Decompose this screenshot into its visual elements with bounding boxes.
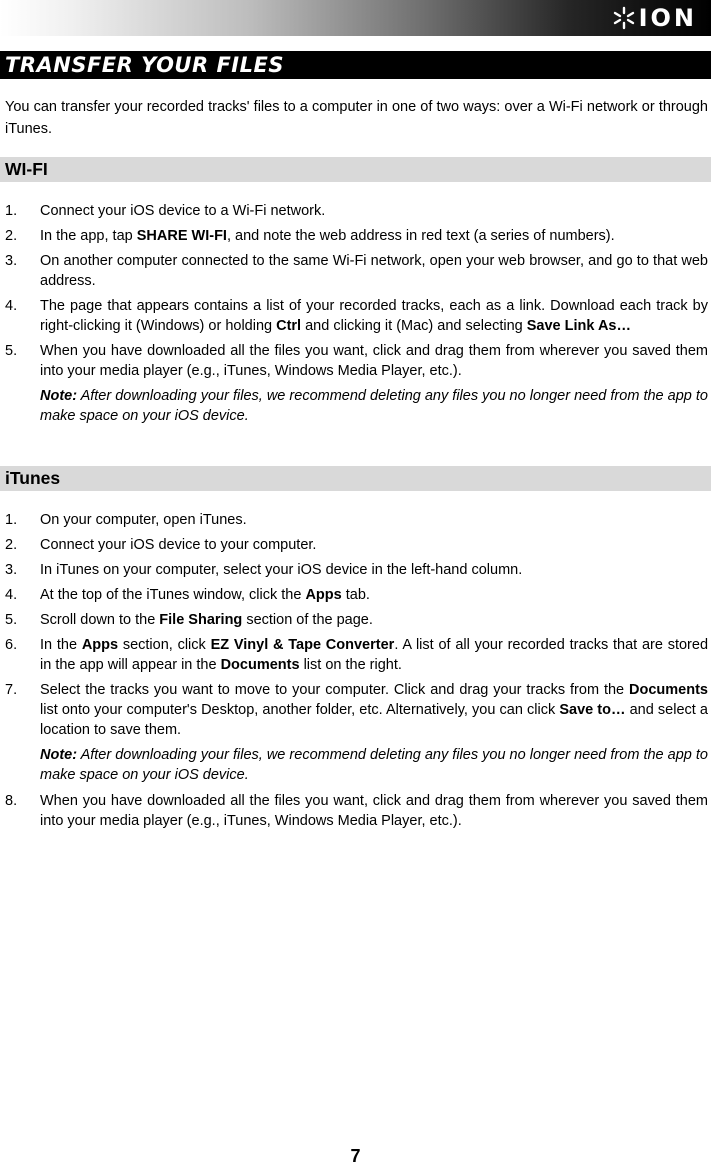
step-number: 5.	[5, 343, 18, 359]
title-bar	[0, 51, 711, 79]
ui-term: Ctrl	[276, 318, 302, 334]
ui-term: Apps	[305, 587, 342, 603]
ui-term: File Sharing	[159, 612, 243, 628]
list-item	[0, 296, 708, 336]
header-bar	[0, 0, 711, 36]
list-item	[0, 510, 708, 530]
step-number: 3.	[5, 562, 18, 578]
list-item	[0, 610, 708, 630]
step-number: 7.	[5, 682, 18, 698]
step-text: On another computer connected to the same Wi-Fi network, open your web browser, and go to that web address.	[40, 253, 708, 289]
step-number: 8.	[5, 793, 18, 809]
wifi-steps-list	[0, 201, 708, 432]
step-number: 2.	[5, 228, 18, 244]
list-item	[0, 201, 708, 221]
step-text: At the top of the iTunes window, click the	[40, 587, 306, 603]
itunes-heading: iTunes	[5, 468, 61, 488]
step-text: section of the page.	[242, 612, 373, 628]
note	[0, 745, 708, 785]
list-item	[0, 226, 708, 246]
list-item	[0, 680, 708, 740]
step-text: The page that appears contains a list of your recorded tracks, each as a link. Download each track by right-clicking it (Windows) or holding	[40, 298, 708, 334]
step-text: . A list of all your recorded tracks that are stored in the app will appear in the	[40, 637, 709, 673]
step-number: 2.	[5, 537, 18, 553]
step-text: and clicking it (Mac) and selecting	[301, 318, 527, 334]
step-text: In the	[40, 637, 82, 653]
step-text: section, click	[118, 637, 211, 653]
intro-paragraph: You can transfer your recorded tracks' files to a computer in one of two ways: over a Wi-Fi network or through iTunes.	[5, 99, 708, 137]
step-text: Connect your iOS device to a Wi-Fi network.	[40, 203, 326, 219]
ui-term: EZ Vinyl & Tape Converter	[210, 637, 395, 653]
step-text: On your computer, open iTunes.	[40, 512, 247, 528]
note-text: After downloading your files, we recommend deleting any files you no longer need from the app to make space on your iOS device.	[40, 388, 708, 424]
step-number: 5.	[5, 612, 18, 628]
page-number: 7	[350, 1146, 361, 1166]
step-text: tab.	[341, 587, 370, 603]
note-text: After downloading your files, we recommend deleting any files you no longer need from the app to make space on your iOS device.	[40, 747, 708, 783]
step-text: When you have downloaded all the files you want, click and drag them from wherever you saved them into your media player (e.g., iTunes, Windows Media Player, etc.).	[40, 793, 708, 829]
step-text: Connect your iOS device to your computer.	[40, 537, 317, 553]
note-label: Note:	[40, 388, 78, 404]
list-item	[0, 341, 708, 381]
ui-term: Save Link As…	[526, 318, 631, 334]
step-text: , and note the web address in red text (a series of numbers).	[226, 228, 615, 244]
itunes-steps-list	[0, 510, 708, 836]
step-text: Scroll down to the	[40, 612, 160, 628]
note-label: Note:	[40, 747, 78, 763]
ui-term: Documents	[220, 657, 300, 673]
step-number: 4.	[5, 298, 18, 314]
step-text: list onto your computer's Desktop, another folder, etc. Alternatively, you can click	[40, 702, 560, 718]
ion-logo	[613, 4, 697, 32]
step-text: list on the right.	[299, 657, 402, 673]
step-text: In iTunes on your computer, select your iOS device in the left-hand column.	[40, 562, 523, 578]
page-title: TRANSFER YOUR FILES	[5, 53, 284, 77]
list-item	[0, 535, 708, 555]
ui-term: Apps	[81, 637, 119, 653]
step-number: 1.	[5, 203, 18, 219]
step-text: and select a location to save them.	[40, 702, 708, 738]
section-heading-wifi	[0, 157, 711, 182]
spark-icon	[613, 6, 635, 30]
step-number: 1.	[5, 512, 18, 528]
list-item	[0, 635, 708, 675]
step-text: Select the tracks you want to move to your computer. Click and drag your tracks from the	[40, 682, 630, 698]
step-text: When you have downloaded all the files you want, click and drag them from wherever you saved them into your media player (e.g., iTunes, Windows Media Player, etc.).	[40, 343, 708, 379]
ui-term: Documents	[629, 682, 708, 698]
list-item	[0, 585, 708, 605]
section-heading-itunes	[0, 466, 711, 491]
step-number: 6.	[5, 637, 18, 653]
list-item	[0, 560, 708, 580]
ui-term: SHARE WI-FI	[136, 228, 227, 244]
step-number: 3.	[5, 253, 18, 269]
ui-term: Save to…	[559, 702, 626, 718]
list-item	[0, 251, 708, 291]
brand-name: ION	[638, 4, 697, 32]
list-item	[0, 791, 708, 831]
step-text: In the app, tap	[40, 228, 137, 244]
note	[0, 386, 708, 426]
step-number: 4.	[5, 587, 18, 603]
wifi-heading: WI-FI	[5, 159, 48, 179]
